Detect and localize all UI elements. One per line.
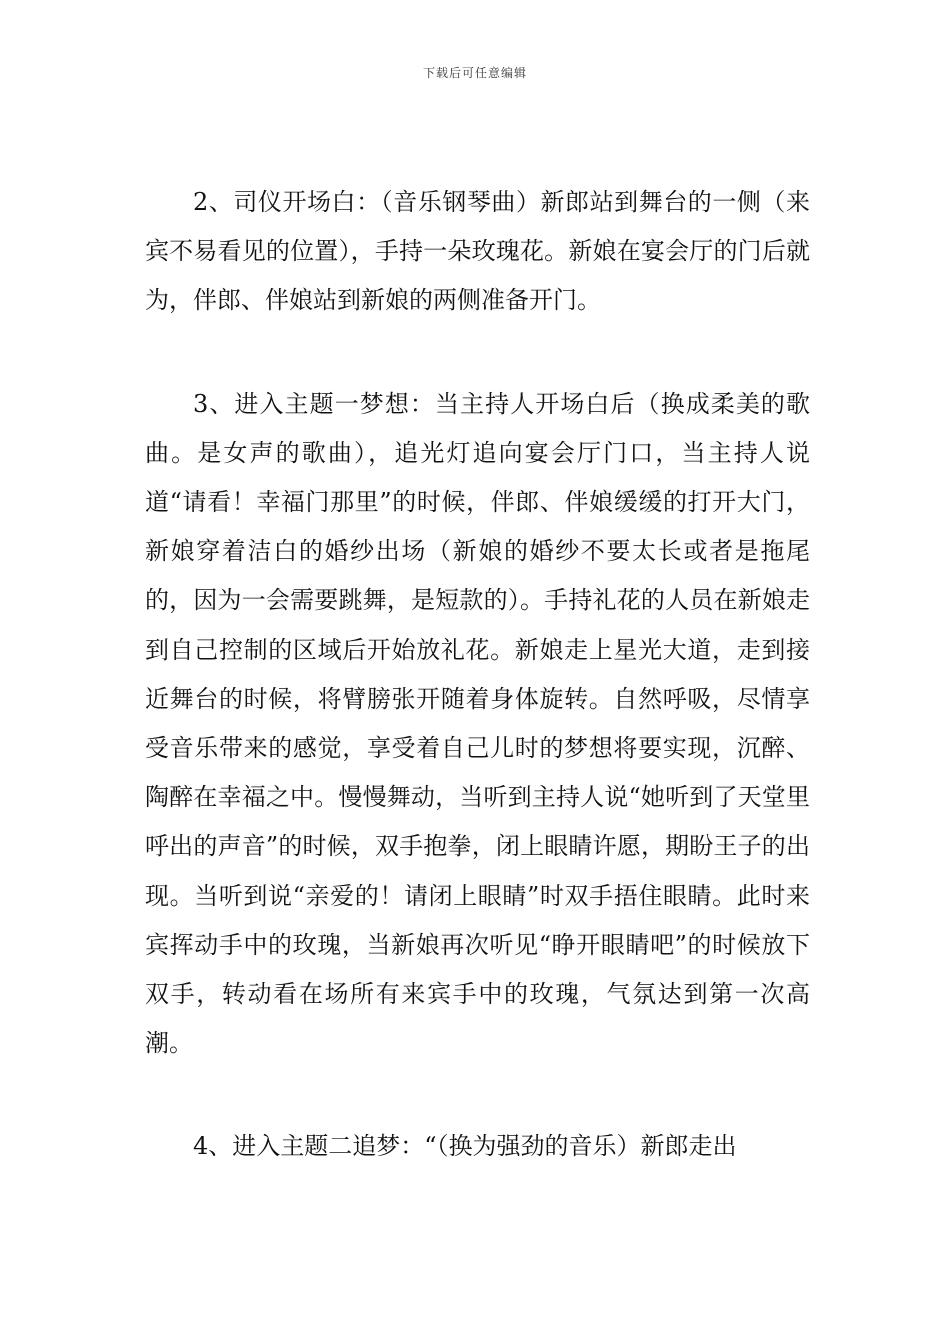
paragraph-4: 4、进入主题二追梦：“（换为强劲的音乐）新郎走出 [193,1132,737,1161]
paragraph-3: 3、进入主题一梦想：当主持人开场白后（换成柔美的歌曲。是女声的歌曲），追光灯追向宴会厅门口，当主持人说道“请看！幸福门那里”的时候，伴郎、伴娘缓缓的打开大门，新娘穿着洁白的婚纱出场（新娘的婚纱不要太长或者是拖尾的，因为一会需要跳舞，是短款的）。手持礼花的人员在新娘走到自己控制的区域后开始放礼花。新娘走上星光大道，走到接近舞台的时候，将臂膀张开随着身体旋转。自然呼吸，尽情享受音乐带来的感觉，享受着自己儿时的梦想将要实现，沉醉、陶醉在幸福之中。慢慢舞动，当听到主持人说“她听到了天堂里呼出的声音”的时候，双手抱拳，闭上眼睛许愿，期盼王子的出现。当听到说“亲爱的！请闭上眼睛”时双手捂住眼睛。此时来宾挥动手中的玫瑰，当新娘再次听见“睁开眼睛吧”的时候放下双手，转动看在场所有来宾手中的玫瑰，气氛达到第一次高潮。 [145,389,810,1058]
document-body [145,178,810,1172]
page-header: 下载后可任意编辑 [422,66,527,80]
paragraph-2: 2、司仪开场白：（音乐钢琴曲）新郎站到舞台的一侧（来宾不易看见的位置），手持一朵玫瑰花。新娘在宴会厅的门后就为，伴郎、伴娘站到新娘的两侧准备开门。 [145,188,810,315]
